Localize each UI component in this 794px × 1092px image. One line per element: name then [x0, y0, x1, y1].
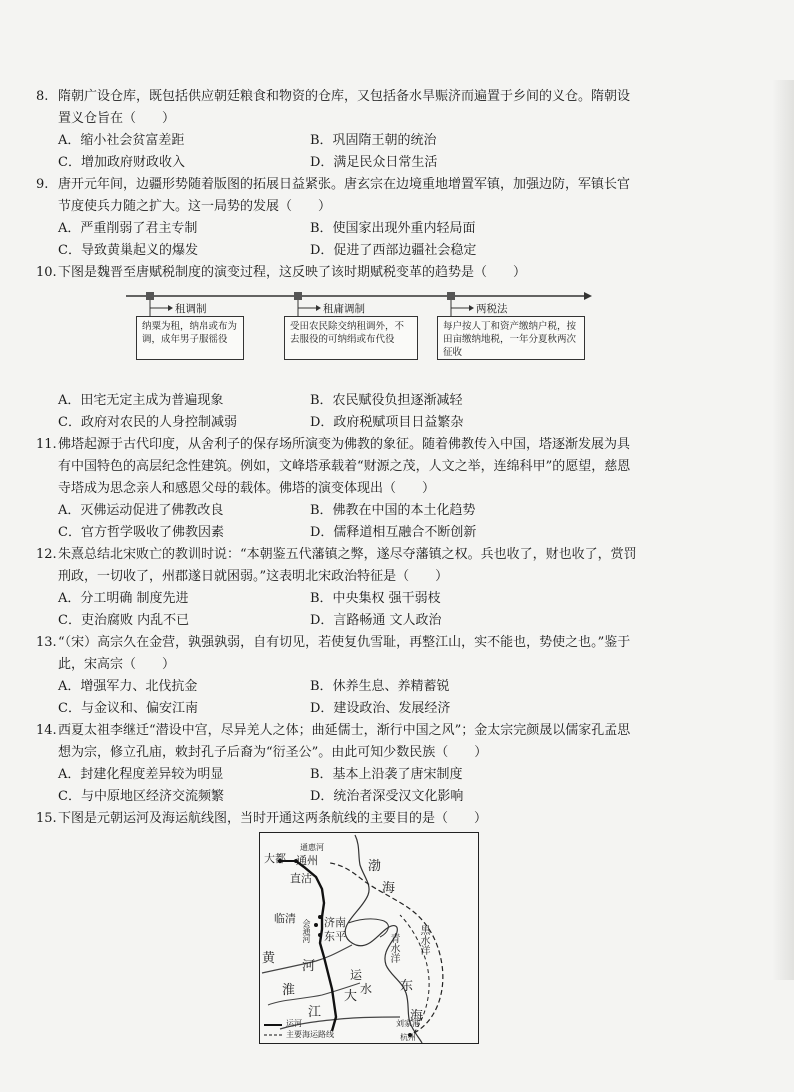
stage-1-label: 租调制: [175, 303, 207, 315]
options: [36, 218, 642, 262]
map-label-dongping: 东平: [324, 930, 346, 943]
map-label-tonghuihe: 通惠河: [300, 843, 324, 852]
option-a[interactable]: A．分工明确 制度先进: [58, 591, 189, 606]
option-d[interactable]: D．满足民众日常生活: [310, 155, 438, 170]
question-number: 12.: [36, 547, 57, 562]
option-a[interactable]: A．缩小社会贫富差距: [58, 133, 185, 148]
question-10: [36, 262, 642, 434]
option-d[interactable]: D．儒释道相互融合不断创新: [310, 525, 477, 540]
legend-sea-route: 主要海运路线: [286, 1030, 334, 1039]
option-c[interactable]: C．增加政府财政收入: [58, 155, 185, 170]
option-b[interactable]: B．佛教在中国的本土化趋势: [310, 503, 476, 518]
option-d[interactable]: D．建设政治、发展经济: [310, 701, 451, 716]
option-c[interactable]: C．官方哲学吸收了佛教因素: [58, 525, 224, 540]
option-d[interactable]: D．促进了西部边疆社会稳定: [310, 243, 477, 258]
map-label-hai2: 海: [410, 1009, 424, 1024]
option-b[interactable]: B．基本上沿袭了唐宋制度: [310, 767, 463, 782]
options: [36, 390, 642, 434]
option-a[interactable]: A．灭佛运动促进了佛教改良: [58, 503, 224, 518]
question-stem: 下图是元朝运河及海运航线图，当时开通这两条航线的主要目的是（ ）: [58, 811, 488, 826]
option-b[interactable]: B．巩固隋王朝的统治: [310, 133, 437, 148]
options: [36, 588, 642, 632]
map-label-dong: 东: [400, 979, 414, 994]
exam-page: [36, 86, 642, 1048]
question-13: [36, 632, 642, 720]
question-number: 14.: [36, 723, 57, 738]
options: [36, 676, 642, 720]
question-14: [36, 720, 642, 808]
legend-canal: 运河: [286, 1019, 302, 1028]
map-label-tongzhou: 通州: [296, 854, 318, 867]
stage-2-box: 受田农民除交纳租调外，不去服役的可纳绢或布代役: [284, 316, 418, 360]
option-c[interactable]: C．与中原地区经济交流频繁: [58, 789, 224, 804]
map-label-hai1: 海: [382, 881, 396, 896]
options: [36, 130, 642, 174]
options: [36, 764, 642, 808]
map-label-huitonghe: 会通河: [302, 919, 311, 943]
map-label-zhigu: 直沽: [290, 872, 312, 885]
option-b[interactable]: B．使国家出现外重内轻局面: [310, 221, 476, 236]
options: [36, 500, 642, 544]
map-label-linqing: 临清: [274, 912, 296, 925]
yuan-canal-map-figure: [36, 832, 642, 1048]
question-number: 10.: [36, 265, 57, 280]
map-label-heishuiyang: 黑水洋: [418, 925, 429, 955]
map-label-liujiagang: 刘家港: [396, 1019, 420, 1028]
map-label-da: 大: [344, 989, 358, 1004]
question-number: 15.: [36, 811, 57, 826]
question-8: [36, 86, 642, 174]
option-a[interactable]: A．封建化程度差异较为明显: [58, 767, 224, 782]
question-number: 11.: [36, 437, 57, 452]
option-c[interactable]: C．导致黄巢起义的爆发: [58, 243, 198, 258]
map-label-huang: 黄: [262, 951, 276, 966]
tax-evolution-diagram: [36, 286, 642, 390]
question-15: [36, 808, 642, 1048]
option-b[interactable]: B．农民赋役负担逐渐减轻: [310, 393, 463, 408]
question-stem: 朱熹总结北宋败亡的教训时说：“本朝鉴五代藩镇之弊，遂尽夺藩镇之权。兵也收了，财也收了，赏罚刑政，一切收了，州郡遂日就困弱。”这表明北宋政治特征是（ ）: [58, 547, 637, 584]
question-number: 9.: [36, 177, 49, 192]
map-label-dadu: 大都: [264, 852, 286, 865]
map-label-qingshuiyang: 青水洋: [388, 933, 399, 963]
stage-3-label: 两税法: [476, 303, 508, 315]
map-label-jiang: 江: [308, 1005, 322, 1020]
map-label-yun: 运: [350, 968, 363, 982]
map-label-hangzhou: 杭州: [400, 1033, 416, 1042]
yuan-canal-map: [259, 832, 479, 1044]
question-stem: 隋朝广设仓库，既包括供应朝廷粮食和物资的仓库，又包括备水旱赈济而遍置于乡间的义仓。隋朝设置义仓旨在（ ）: [58, 89, 631, 126]
map-label-huai: 淮: [282, 983, 296, 998]
scan-edge-bleed: [772, 80, 794, 980]
option-c[interactable]: C．政府对农民的人身控制减弱: [58, 415, 237, 430]
map-label-he: 河: [302, 959, 316, 974]
stage-2-label: 租庸调制: [323, 303, 365, 315]
stage-1-box: 纳粟为租，纳帛或布为调，成年男子服徭役: [136, 316, 244, 360]
option-b[interactable]: B．中央集权 强干弱枝: [310, 591, 441, 606]
option-a[interactable]: A．田宅无定主成为普遍现象: [58, 393, 224, 408]
question-11: [36, 434, 642, 544]
question-stem: 西夏太祖李继迁“潜设中宫，尽异羌人之体；曲延儒士，渐行中国之风”；金太宗完颜晟以儒家孔孟思想为宗，修立孔庙，敕封孔子后裔为“衍圣公”。由此可知少数民族（ ）: [58, 723, 631, 760]
option-d[interactable]: D．统治者深受汉文化影响: [310, 789, 464, 804]
question-number: 8.: [36, 89, 49, 104]
map-label-shui: 水: [360, 982, 373, 996]
question-number: 13.: [36, 635, 57, 650]
question-stem: “（宋）高宗久在金营，孰强孰弱，自有切见，若使复仇雪耻，再整江山，实不能也，势使之也。”鉴于此，宋高宗（ ）: [58, 635, 631, 672]
option-b[interactable]: B．休养生息、养精蓄锐: [310, 679, 450, 694]
option-c[interactable]: C．与金议和、偏安江南: [58, 701, 198, 716]
question-stem: 下图是魏晋至唐赋税制度的演变过程，这反映了该时期赋税变革的趋势是（ ）: [58, 265, 527, 280]
question-9: [36, 174, 642, 262]
option-d[interactable]: D．言路畅通 文人政治: [310, 613, 442, 628]
option-d[interactable]: D．政府税赋项目日益繁杂: [310, 415, 464, 430]
question-12: [36, 544, 642, 632]
option-a[interactable]: A．增强军力、北伐抗金: [58, 679, 198, 694]
stage-3-box: 每户按人丁和资产缴纳户税，按田亩缴纳地税，一年分夏秋两次征收: [437, 316, 585, 360]
map-label-bo: 渤: [368, 859, 382, 874]
option-a[interactable]: A．严重削弱了君主专制: [58, 221, 198, 236]
question-stem: 佛塔起源于古代印度，从舍利子的保存场所演变为佛教的象征。随着佛教传入中国，塔逐渐发展为具有中国特色的高层纪念性建筑。例如，文峰塔承载着“财源之茂，人文之举，连绵科甲”的愿望，慈恩寺塔成为思念亲人和感恩父母的载体。佛塔的演变体现出（ ）: [58, 437, 631, 496]
map-label-jinan: 济南: [324, 916, 346, 929]
option-c[interactable]: C．吏治腐败 内乱不已: [58, 613, 190, 628]
question-stem: 唐开元年间，边疆形势随着版图的拓展日益紧张。唐玄宗在边境重地增置军镇，加强边防，军镇长官节度使兵力随之扩大。这一局势的发展（ ）: [58, 177, 631, 214]
